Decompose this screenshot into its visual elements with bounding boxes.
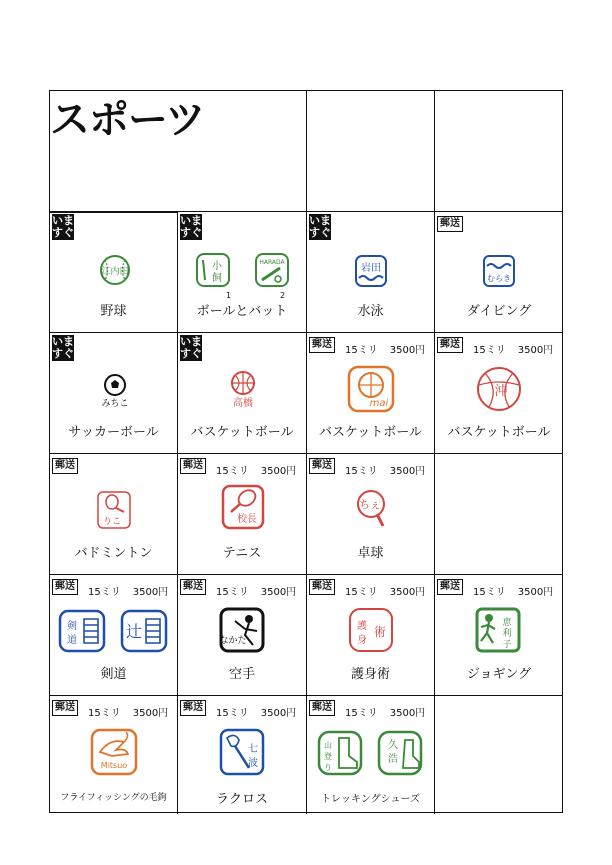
svg-text:みちこ: みちこ bbox=[101, 399, 129, 409]
size-price: 15ミリ 3500円 bbox=[345, 587, 426, 598]
cell-ball-and-bat[interactable] bbox=[178, 212, 307, 333]
baseball-stamp-icon bbox=[99, 254, 131, 286]
cell-label: トレッキングシューズ bbox=[321, 794, 420, 805]
badminton-stamp-icon bbox=[96, 490, 132, 530]
cell-badminton[interactable] bbox=[50, 454, 178, 575]
ball-bat-stamp-2-icon bbox=[254, 252, 290, 288]
kendo-stamp-2-icon bbox=[120, 609, 168, 653]
svg-text:術: 術 bbox=[373, 625, 387, 639]
svg-text:七: 七 bbox=[248, 744, 258, 755]
svg-text:剣: 剣 bbox=[67, 621, 77, 632]
page-title: スポーツ bbox=[50, 97, 205, 143]
mail-badge: 郵送 bbox=[52, 700, 78, 716]
svg-text:Mitsuo: Mitsuo bbox=[100, 761, 128, 770]
empty-cell bbox=[435, 454, 563, 575]
cell-basketball-1[interactable] bbox=[178, 333, 307, 454]
cell-karate[interactable] bbox=[178, 575, 307, 696]
svg-text:辻: 辻 bbox=[125, 622, 143, 641]
cell-trekking[interactable] bbox=[307, 696, 435, 814]
svg-text:久: 久 bbox=[388, 740, 398, 751]
empty-cell bbox=[435, 696, 563, 814]
size-price: 15ミリ 3500円 bbox=[345, 345, 426, 356]
svg-text:なかた: なかた bbox=[219, 636, 247, 646]
mail-badge: 郵送 bbox=[309, 337, 335, 353]
mail-badge: 郵送 bbox=[52, 579, 78, 595]
cell-lacrosse[interactable] bbox=[178, 696, 307, 814]
svg-text:利: 利 bbox=[502, 629, 512, 639]
size-price: 15ミリ 3500円 bbox=[88, 587, 169, 598]
basketball-stamp-2-icon bbox=[347, 365, 395, 413]
svg-text:道: 道 bbox=[67, 635, 77, 646]
swimming-stamp-icon bbox=[354, 254, 388, 288]
cell-label: ジョギング bbox=[466, 667, 532, 682]
instant-badge: いま すぐ bbox=[309, 214, 331, 239]
trekking-stamp-2-icon bbox=[377, 730, 423, 776]
cell-label: バスケットボール bbox=[318, 425, 423, 440]
size-price: 15ミリ 3500円 bbox=[345, 466, 426, 477]
cell-label: ラクロス bbox=[215, 792, 268, 807]
jogging-stamp-icon bbox=[475, 607, 521, 653]
size-price: 15ミリ 3500円 bbox=[473, 345, 554, 356]
mail-badge: 郵送 bbox=[180, 458, 206, 474]
cell-label: フライフィッシングの毛鉤 bbox=[60, 793, 167, 803]
mail-badge: 郵送 bbox=[309, 579, 335, 595]
svg-text:り: り bbox=[324, 763, 332, 772]
size-price: 15ミリ 3500円 bbox=[216, 466, 297, 477]
mail-badge: 郵送 bbox=[437, 216, 463, 232]
empty-cell bbox=[178, 91, 307, 212]
instant-badge: いま すぐ bbox=[180, 214, 202, 239]
variant-number: 1 bbox=[226, 291, 232, 300]
cell-label: サッカーボール bbox=[68, 425, 159, 440]
mail-badge: 郵送 bbox=[309, 458, 335, 474]
svg-text:りこ: りこ bbox=[102, 517, 122, 527]
self-defense-stamp-icon bbox=[348, 607, 394, 653]
svg-text:HARADA: HARADA bbox=[259, 259, 285, 266]
svg-text:江内田: 江内田 bbox=[101, 267, 129, 277]
svg-text:波: 波 bbox=[248, 758, 258, 769]
svg-text:護: 護 bbox=[357, 621, 367, 632]
svg-text:mai: mai bbox=[369, 398, 389, 409]
cell-table-tennis[interactable] bbox=[307, 454, 435, 575]
svg-text:山: 山 bbox=[324, 741, 332, 750]
svg-text:子: 子 bbox=[502, 640, 512, 650]
cell-jogging[interactable] bbox=[435, 575, 563, 696]
cell-label: ダイビング bbox=[466, 304, 532, 319]
svg-text:身: 身 bbox=[357, 635, 367, 646]
cell-kendo[interactable] bbox=[50, 575, 178, 696]
variant-number: 2 bbox=[280, 291, 286, 300]
size-price: 15ミリ 3500円 bbox=[473, 587, 554, 598]
instant-badge: いま すぐ bbox=[52, 214, 74, 239]
cell-self-defense[interactable] bbox=[307, 575, 435, 696]
svg-text:飼: 飼 bbox=[212, 273, 222, 284]
lacrosse-stamp-icon bbox=[219, 728, 265, 776]
fly-fishing-stamp-icon bbox=[90, 728, 138, 776]
mail-badge: 郵送 bbox=[309, 700, 335, 716]
empty-cell bbox=[307, 91, 435, 212]
ball-bat-stamp-1-icon bbox=[195, 252, 231, 288]
cell-swimming[interactable] bbox=[307, 212, 435, 333]
cell-label: バスケットボール bbox=[447, 425, 551, 440]
svg-text:登: 登 bbox=[324, 752, 332, 761]
cell-basketball-3[interactable] bbox=[435, 333, 563, 454]
cell-soccer[interactable] bbox=[50, 333, 178, 454]
mail-badge: 郵送 bbox=[180, 700, 206, 716]
cell-label: テニス bbox=[222, 546, 262, 561]
svg-text:校長: 校長 bbox=[237, 514, 257, 525]
size-price: 15ミリ 3500円 bbox=[216, 587, 297, 598]
svg-text:沖: 沖 bbox=[494, 384, 508, 399]
mail-badge: 郵送 bbox=[437, 579, 463, 595]
basketball-stamp-3-icon bbox=[475, 365, 523, 413]
svg-text:恵: 恵 bbox=[502, 618, 512, 628]
soccer-stamp-icon bbox=[98, 371, 132, 409]
table-tennis-stamp-icon bbox=[351, 486, 391, 530]
cell-label: バスケットボール bbox=[190, 425, 294, 440]
cell-tennis[interactable] bbox=[178, 454, 307, 575]
mail-badge: 郵送 bbox=[180, 579, 206, 595]
cell-label: 剣道 bbox=[100, 667, 127, 682]
diving-stamp-icon bbox=[482, 254, 516, 288]
cell-label: 空手 bbox=[228, 667, 255, 682]
cell-label: 水泳 bbox=[357, 304, 384, 319]
size-price: 15ミリ 3500円 bbox=[345, 708, 426, 719]
cell-fly-fishing[interactable] bbox=[50, 696, 178, 814]
cell-label: 護身術 bbox=[350, 667, 390, 682]
svg-text:小: 小 bbox=[212, 261, 222, 272]
svg-text:ちぇ: ちぇ bbox=[359, 498, 381, 511]
karate-stamp-icon bbox=[219, 607, 265, 653]
cell-basketball-2[interactable] bbox=[307, 333, 435, 454]
cell-diving[interactable] bbox=[435, 212, 563, 333]
size-price: 15ミリ 3500円 bbox=[216, 708, 297, 719]
cell-baseball[interactable] bbox=[50, 212, 178, 333]
svg-text:岩田: 岩田 bbox=[361, 263, 381, 274]
basketball-stamp-1-icon bbox=[226, 369, 260, 409]
svg-text:浩: 浩 bbox=[388, 754, 398, 765]
kendo-stamp-1-icon bbox=[58, 609, 106, 653]
size-price: 15ミリ 3500円 bbox=[88, 708, 169, 719]
empty-cell bbox=[435, 91, 563, 212]
mail-badge: 郵送 bbox=[437, 337, 463, 353]
instant-badge: いま すぐ bbox=[52, 335, 74, 360]
cell-label: 卓球 bbox=[357, 546, 384, 561]
svg-text:高橋: 高橋 bbox=[233, 398, 253, 409]
mail-badge: 郵送 bbox=[52, 458, 78, 474]
cell-label: ボールとバット bbox=[196, 304, 288, 319]
stamp-grid bbox=[49, 90, 563, 813]
trekking-stamp-1-icon bbox=[317, 730, 363, 776]
cell-label: 野球 bbox=[100, 304, 127, 319]
instant-badge: いま すぐ bbox=[180, 335, 202, 360]
tennis-stamp-icon bbox=[221, 484, 265, 530]
cell-label: バドミントン bbox=[74, 546, 153, 561]
svg-text:むらき: むらき bbox=[487, 274, 511, 283]
